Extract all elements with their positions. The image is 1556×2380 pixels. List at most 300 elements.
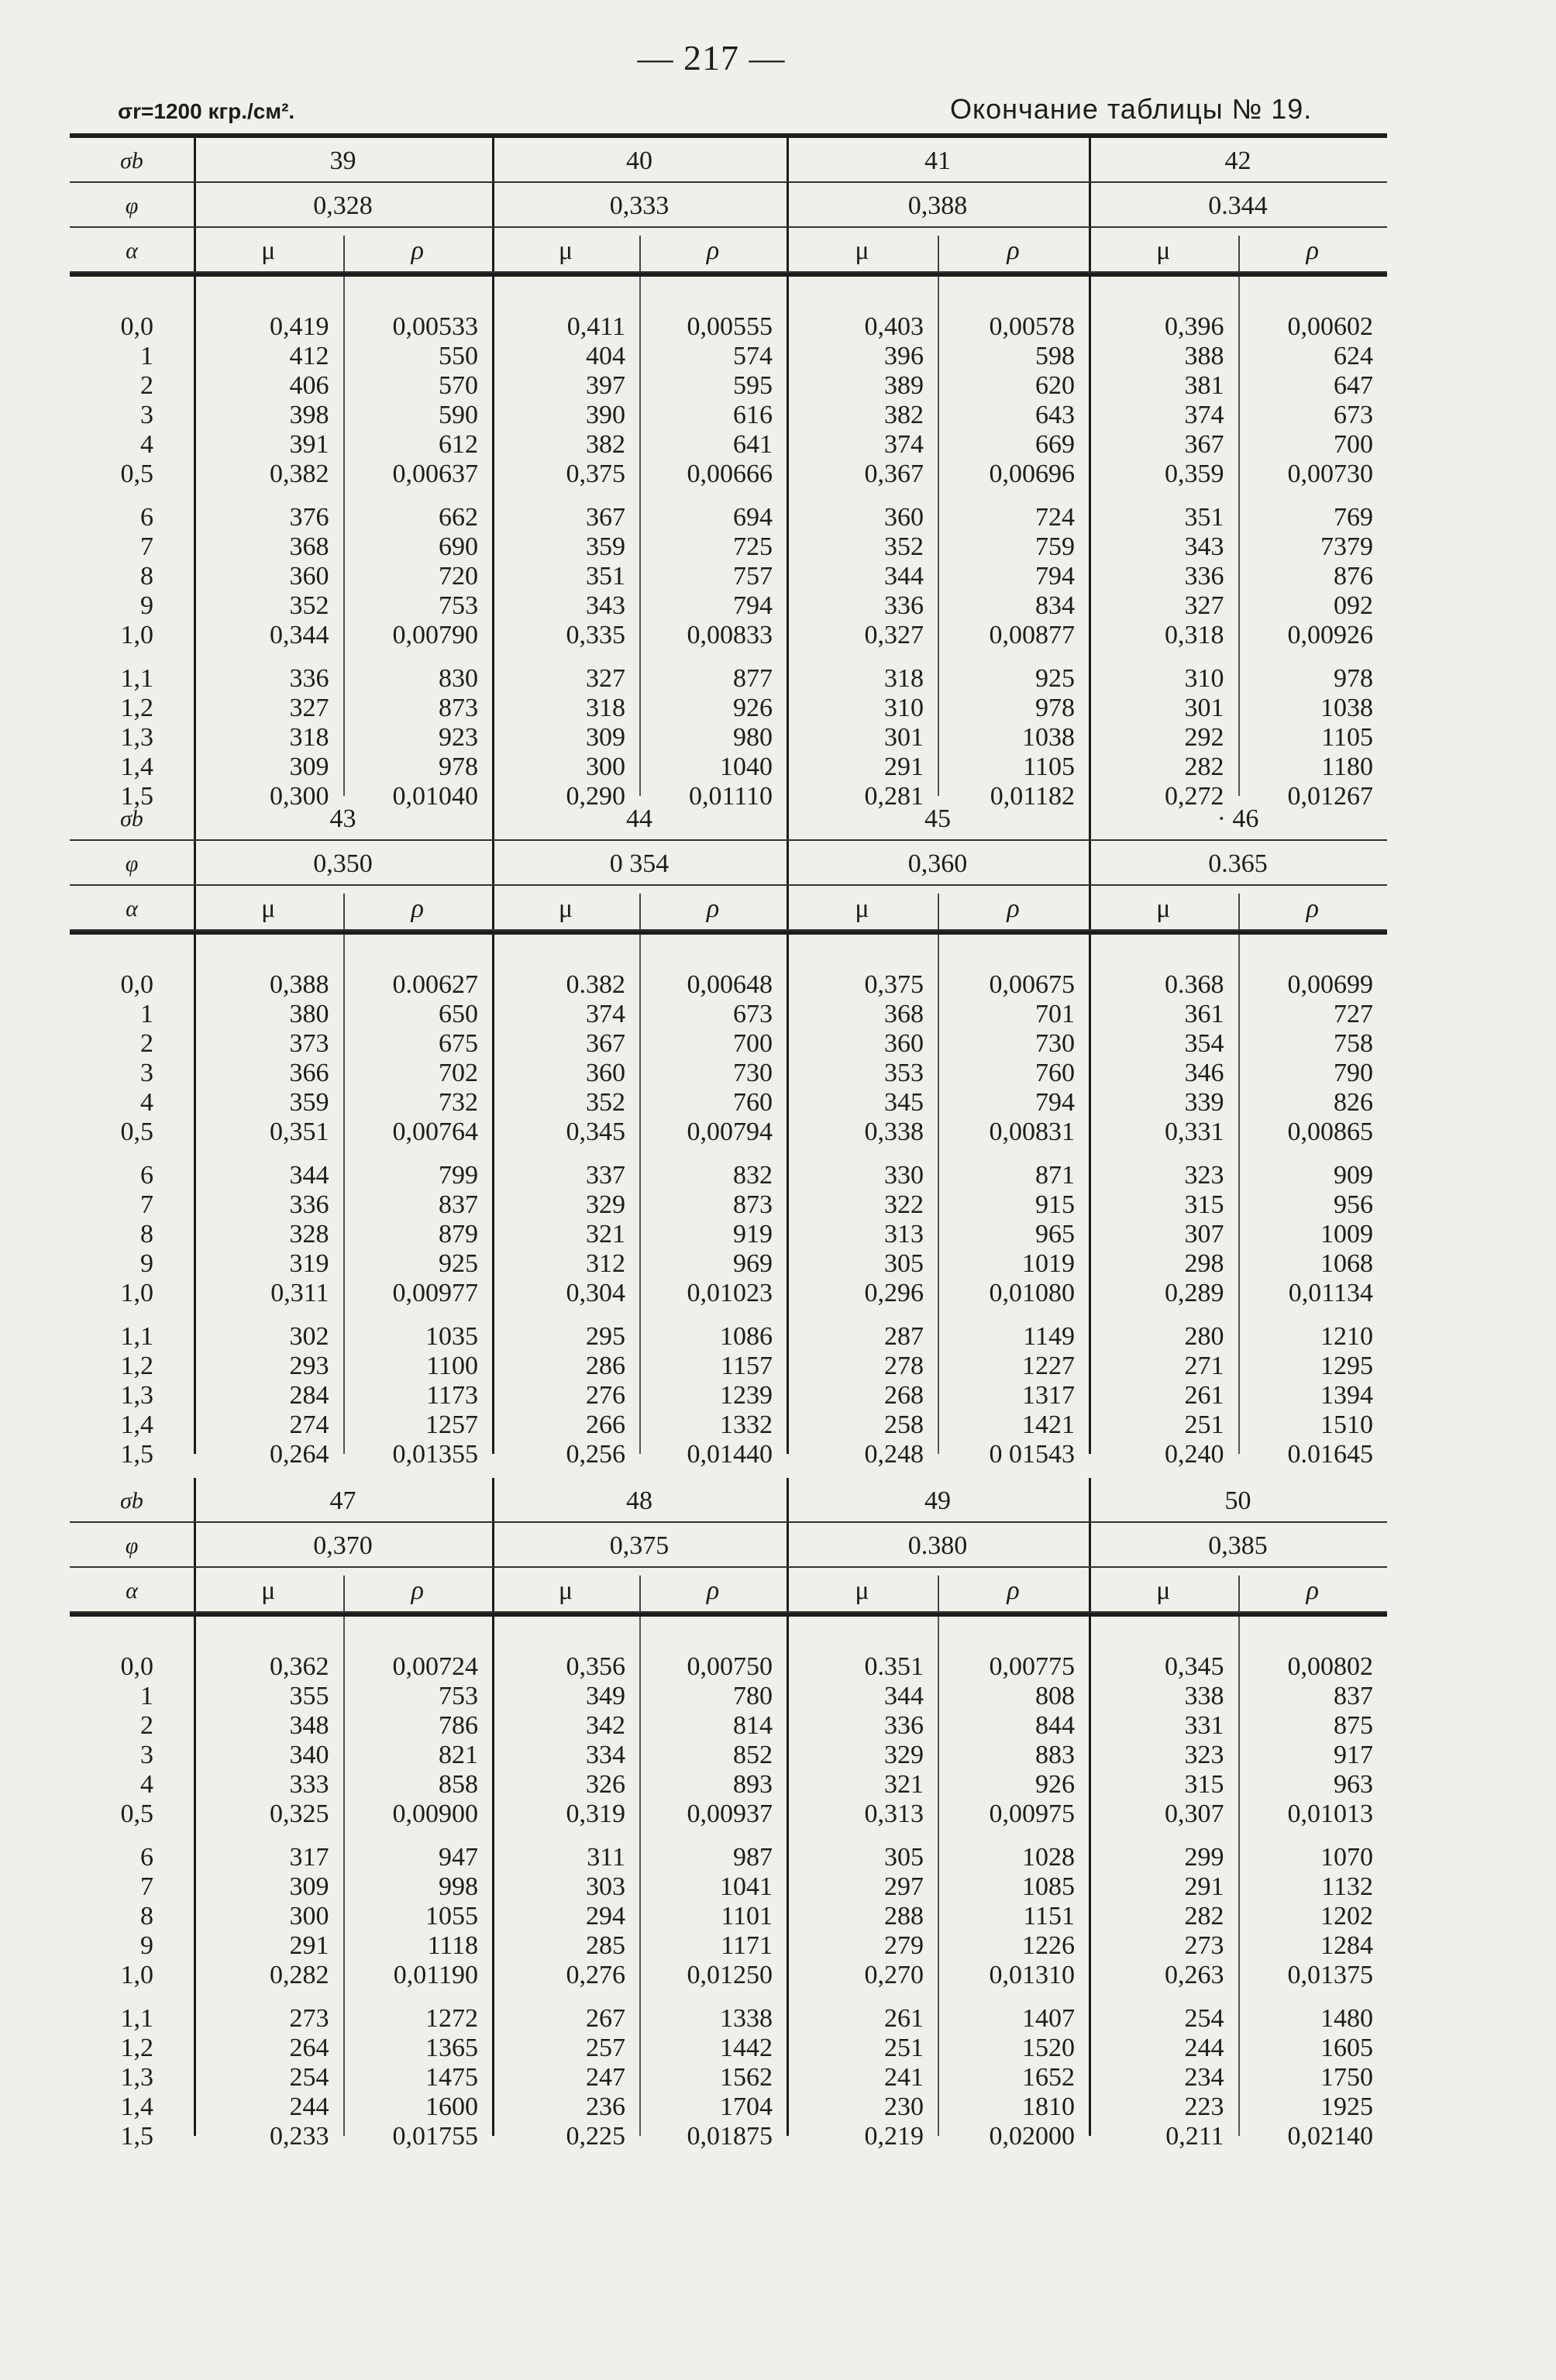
- rho-value: 978: [1334, 664, 1373, 693]
- mu-value: 247: [586, 2063, 625, 2092]
- rho-column-header: ρ: [1306, 236, 1319, 265]
- alpha-value: 3: [140, 401, 153, 429]
- mu-value: 331: [1184, 1711, 1224, 1740]
- mu-value: 390: [586, 401, 625, 429]
- phi-value: 0,350: [313, 849, 373, 878]
- mu-value: 318: [586, 694, 625, 722]
- rho-value: 1105: [1023, 753, 1075, 781]
- rho-value: 760: [733, 1088, 773, 1117]
- mu-value: 366: [289, 1059, 329, 1087]
- mu-value: 346: [1184, 1059, 1224, 1087]
- group-divider: [787, 841, 789, 884]
- mu-value: 244: [289, 2092, 329, 2121]
- rho-value: 998: [439, 1872, 478, 1901]
- table-row: [70, 1410, 1387, 1440]
- mu-value: 0,345: [566, 1118, 625, 1146]
- mu-value: 0.382: [566, 970, 625, 999]
- table-row: [70, 1249, 1387, 1279]
- group-divider: [1089, 841, 1091, 884]
- mu-value: 328: [289, 1220, 329, 1249]
- rho-value: 1810: [1022, 2092, 1075, 2121]
- alpha-value: 1,3: [120, 1381, 153, 1410]
- mu-value: 404: [586, 342, 625, 370]
- group-divider: [787, 138, 789, 181]
- rho-value: 923: [439, 723, 478, 752]
- mu-value: 285: [586, 1931, 625, 1960]
- rho-value: 0,00666: [687, 460, 773, 488]
- mu-value: 282: [1184, 1902, 1224, 1931]
- rho-value: 1750: [1320, 2063, 1373, 2092]
- group-divider: [194, 138, 196, 181]
- mu-value: 301: [884, 723, 924, 752]
- table-row: [70, 1088, 1387, 1118]
- rho-value: 1132: [1321, 1872, 1373, 1901]
- alpha-value: 0,5: [120, 1118, 153, 1146]
- table-row: [70, 1029, 1387, 1059]
- mu-value: 0,304: [566, 1279, 625, 1307]
- rho-value: 0,01023: [687, 1279, 773, 1307]
- mu-column-header: μ: [1156, 236, 1171, 265]
- rho-value: 0,01310: [989, 1961, 1075, 1989]
- rho-value: 1151: [1023, 1902, 1075, 1931]
- rho-value: 0,00764: [392, 1118, 478, 1146]
- rho-value: 919: [733, 1220, 773, 1249]
- rho-value: 0,00865: [1287, 1118, 1373, 1146]
- rho-value: 0,00675: [989, 970, 1075, 999]
- rho-value: 873: [439, 694, 478, 722]
- rho-value: 858: [439, 1770, 478, 1799]
- mu-value: 0,211: [1165, 2122, 1224, 2151]
- group-divider: [1089, 796, 1091, 839]
- mu-value: 0,281: [864, 782, 924, 811]
- mu-value: 0,225: [566, 2122, 625, 2151]
- table-row: [70, 1190, 1387, 1220]
- mu-value: 0,300: [270, 782, 329, 811]
- table-block: [70, 796, 1387, 1469]
- phi-value: 0,328: [313, 191, 373, 220]
- mu-value: 0,263: [1165, 1961, 1224, 1989]
- rho-value: 730: [1035, 1029, 1075, 1058]
- sigma-value: 44: [626, 804, 652, 833]
- rho-value: 720: [439, 562, 478, 591]
- rho-column-header: ρ: [706, 894, 720, 923]
- rho-value: 1028: [1022, 1843, 1075, 1872]
- table-row: [70, 562, 1387, 591]
- mu-value: 305: [884, 1843, 924, 1872]
- rho-value: 675: [439, 1029, 478, 1058]
- rho-value: 978: [439, 753, 478, 781]
- mu-value: 333: [289, 1770, 329, 1799]
- alpha-value: 8: [140, 562, 153, 591]
- mu-value: 336: [289, 664, 329, 693]
- mu-value: 344: [884, 562, 924, 591]
- mu-value: 334: [586, 1741, 625, 1769]
- alpha-value: 1: [140, 1000, 153, 1028]
- rho-value: 7379: [1320, 532, 1373, 561]
- rho-value: 877: [733, 664, 773, 693]
- mu-value: 280: [1184, 1322, 1224, 1351]
- table-row: [70, 2063, 1387, 2092]
- rho-value: 0,00637: [392, 460, 478, 488]
- column-divider: [639, 1576, 641, 1611]
- mu-value: 0,396: [1165, 312, 1224, 341]
- table-row: [70, 1652, 1387, 1682]
- mu-value: 344: [884, 1682, 924, 1710]
- rho-value: 1338: [720, 2004, 773, 2033]
- mu-value: 0,313: [864, 1800, 924, 1828]
- group-divider: [194, 183, 196, 226]
- alpha-label: α: [126, 896, 138, 921]
- mu-value: 274: [289, 1410, 329, 1439]
- sigma-value: 48: [626, 1486, 652, 1515]
- rho-value: 0 01543: [989, 1440, 1075, 1469]
- mu-value: 0,240: [1165, 1440, 1224, 1469]
- group-divider: [194, 841, 196, 884]
- mu-value: 0,335: [566, 621, 625, 649]
- rho-value: 1605: [1320, 2034, 1373, 2062]
- rho-value: 1038: [1022, 723, 1075, 752]
- rho-column-header: ρ: [1306, 1576, 1319, 1605]
- rho-value: 0,00900: [392, 1800, 478, 1828]
- rho-value: 893: [733, 1770, 773, 1799]
- rho-value: 0,00775: [989, 1652, 1075, 1681]
- mu-value: 0,318: [1165, 621, 1224, 649]
- rho-value: 0,00555: [687, 312, 773, 341]
- mu-value: 374: [884, 430, 924, 459]
- rho-column-header: ρ: [411, 894, 424, 923]
- alpha-value: 6: [140, 503, 153, 532]
- column-header-row: [70, 1568, 1387, 1613]
- rho-value: 1086: [720, 1322, 773, 1351]
- mu-value: 0,296: [864, 1279, 924, 1307]
- mu-value: 311: [587, 1843, 625, 1872]
- alpha-value: 8: [140, 1902, 153, 1931]
- rho-value: 1085: [1022, 1872, 1075, 1901]
- group-divider: [492, 183, 494, 226]
- rho-value: 0,00977: [392, 1279, 478, 1307]
- group-divider: [194, 1523, 196, 1566]
- rho-value: 832: [733, 1161, 773, 1190]
- sigma-header-row: [70, 1478, 1387, 1523]
- mu-column-header: μ: [558, 1576, 573, 1605]
- rho-value: 1365: [425, 2034, 478, 2062]
- group-divider: [194, 1478, 196, 1521]
- mu-column-header: μ: [855, 894, 869, 923]
- table-row: [70, 1161, 1387, 1190]
- table-row: [70, 1800, 1387, 1829]
- mu-column-header: μ: [261, 1576, 276, 1605]
- rho-value: 1070: [1320, 1843, 1373, 1872]
- rho-value: 641: [733, 430, 773, 459]
- group-divider: [787, 183, 789, 226]
- mu-value: 0,325: [270, 1800, 329, 1828]
- mu-value: 329: [586, 1190, 625, 1219]
- column-header-row: [70, 886, 1387, 931]
- mu-value: 342: [586, 1711, 625, 1740]
- mu-value: 323: [1184, 1161, 1224, 1190]
- rho-value: 1480: [1320, 2004, 1373, 2033]
- mu-value: 309: [289, 753, 329, 781]
- mu-value: 294: [586, 1902, 625, 1931]
- mu-value: 406: [289, 371, 329, 400]
- rho-value: 0,01110: [689, 782, 773, 811]
- rho-value: 700: [733, 1029, 773, 1058]
- mu-value: 0.368: [1165, 970, 1224, 999]
- mu-value: 0,270: [864, 1961, 924, 1989]
- mu-value: 327: [1184, 591, 1224, 620]
- mu-value: 321: [586, 1220, 625, 1249]
- rho-value: 753: [439, 1682, 478, 1710]
- mu-column-header: μ: [558, 236, 573, 265]
- table-row: [70, 1279, 1387, 1308]
- rho-value: 844: [1035, 1711, 1075, 1740]
- alpha-value: 2: [140, 1711, 153, 1740]
- rho-value: 0,00724: [392, 1652, 478, 1681]
- rho-value: 0,00802: [1287, 1652, 1373, 1681]
- alpha-value: 1: [140, 1682, 153, 1710]
- mu-value: 258: [884, 1410, 924, 1439]
- mu-value: 382: [884, 401, 924, 429]
- mu-value: 0,272: [1165, 782, 1224, 811]
- mu-value: 336: [884, 1711, 924, 1740]
- rho-value: 1038: [1320, 694, 1373, 722]
- rho-value: 0.00627: [392, 970, 478, 999]
- rho-value: 1171: [721, 1931, 773, 1960]
- rho-column-header: ρ: [1306, 894, 1319, 923]
- table-row: [70, 970, 1387, 1000]
- mu-value: 0,367: [864, 460, 924, 488]
- mu-value: 309: [586, 723, 625, 752]
- mu-value: 0,403: [864, 312, 924, 341]
- rho-value: 0,01190: [393, 1961, 478, 1989]
- mu-value: 349: [586, 1682, 625, 1710]
- column-header-row: [70, 228, 1387, 273]
- table-row: [70, 371, 1387, 401]
- rho-value: 0.01645: [1287, 1440, 1373, 1469]
- rho-value: 1157: [721, 1352, 773, 1380]
- group-divider: [492, 886, 494, 929]
- mu-value: 326: [586, 1770, 625, 1799]
- table-row: [70, 1059, 1387, 1088]
- alpha-value: 3: [140, 1059, 153, 1087]
- sigma-value: · 46: [1217, 804, 1259, 833]
- group-divider: [492, 1478, 494, 1521]
- rho-value: 669: [1035, 430, 1075, 459]
- rho-value: 1394: [1320, 1381, 1373, 1410]
- column-divider: [1238, 1576, 1240, 1611]
- mu-value: 293: [289, 1352, 329, 1380]
- table-row: [70, 1440, 1387, 1469]
- sigma-value: 50: [1224, 1486, 1251, 1515]
- alpha-value: 4: [140, 430, 153, 459]
- mu-value: 360: [289, 562, 329, 591]
- rho-value: 980: [733, 723, 773, 752]
- table-row: [70, 401, 1387, 430]
- group-divider: [1089, 1523, 1091, 1566]
- group-divider: [1089, 183, 1091, 226]
- column-divider: [938, 894, 939, 929]
- rho-value: 879: [439, 1220, 478, 1249]
- alpha-value: 4: [140, 1088, 153, 1117]
- rho-value: 883: [1035, 1741, 1075, 1769]
- rho-value: 1173: [426, 1381, 478, 1410]
- mu-value: 353: [884, 1059, 924, 1087]
- mu-value: 367: [1184, 430, 1224, 459]
- mu-value: 315: [1184, 1190, 1224, 1219]
- mu-value: 398: [289, 401, 329, 429]
- group-divider: [492, 228, 494, 271]
- rho-value: 701: [1035, 1000, 1075, 1028]
- mu-value: 367: [586, 1029, 625, 1058]
- rho-value: 1019: [1022, 1249, 1075, 1278]
- mu-value: 351: [1184, 503, 1224, 532]
- rho-value: 1272: [425, 2004, 478, 2033]
- rho-value: 092: [1334, 591, 1373, 620]
- rho-value: 794: [1035, 1088, 1075, 1117]
- mu-value: 276: [586, 1381, 625, 1410]
- table-row: [70, 2004, 1387, 2034]
- mu-value: 287: [884, 1322, 924, 1351]
- table-row: [70, 1322, 1387, 1352]
- rho-column-header: ρ: [411, 1576, 424, 1605]
- phi-label: φ: [125, 193, 139, 219]
- rho-value: 0,00699: [1287, 970, 1373, 999]
- table-row: [70, 753, 1387, 782]
- group-divider: [492, 796, 494, 839]
- alpha-value: 7: [140, 532, 153, 561]
- mu-value: 0,382: [270, 460, 329, 488]
- data-area: [70, 931, 1387, 1469]
- mu-value: 244: [1184, 2034, 1224, 2062]
- mu-column-header: μ: [1156, 1576, 1171, 1605]
- rho-value: 724: [1035, 503, 1075, 532]
- phi-header-row: [70, 1523, 1387, 1568]
- sigma-header-row: [70, 138, 1387, 183]
- alpha-value: 2: [140, 371, 153, 400]
- mu-value: 273: [289, 2004, 329, 2033]
- rho-value: 1055: [425, 1902, 478, 1931]
- data-area: [70, 273, 1387, 811]
- table-row: [70, 591, 1387, 621]
- alpha-value: 8: [140, 1220, 153, 1249]
- rho-value: 1040: [720, 753, 773, 781]
- mu-value: 336: [884, 591, 924, 620]
- mu-value: 279: [884, 1931, 924, 1960]
- column-divider: [1238, 236, 1240, 271]
- mu-value: 0,388: [270, 970, 329, 999]
- alpha-value: 1,5: [120, 782, 153, 811]
- mu-value: 397: [586, 371, 625, 400]
- sigma-value: 49: [924, 1486, 951, 1515]
- mu-value: 303: [586, 1872, 625, 1901]
- table-row: [70, 1220, 1387, 1249]
- mu-value: 0,233: [270, 2122, 329, 2151]
- group-divider: [492, 841, 494, 884]
- mu-value: 374: [586, 1000, 625, 1028]
- alpha-value: 1,2: [120, 2034, 153, 2062]
- mu-value: 268: [884, 1381, 924, 1410]
- sigma-value: 40: [626, 146, 652, 175]
- mu-value: 336: [1184, 562, 1224, 591]
- rho-value: 0,00696: [989, 460, 1075, 488]
- rho-value: 1009: [1320, 1220, 1373, 1249]
- rho-value: 598: [1035, 342, 1075, 370]
- alpha-value: 0,5: [120, 460, 153, 488]
- table-row: [70, 1902, 1387, 1931]
- rho-value: 0,01875: [687, 2122, 773, 2151]
- mu-value: 412: [289, 342, 329, 370]
- mu-value: 0,375: [566, 460, 625, 488]
- rho-value: 0,01267: [1287, 782, 1373, 811]
- rho-value: 0,00602: [1287, 312, 1373, 341]
- mu-value: 236: [586, 2092, 625, 2121]
- rho-value: 0,00790: [392, 621, 478, 649]
- mu-value: 343: [1184, 532, 1224, 561]
- rho-value: 1202: [1320, 1902, 1373, 1931]
- mu-value: 360: [884, 503, 924, 532]
- rho-value: 1295: [1320, 1352, 1373, 1380]
- column-divider: [1238, 894, 1240, 929]
- mu-value: 361: [1184, 1000, 1224, 1028]
- table-row: [70, 1381, 1387, 1410]
- group-divider: [194, 886, 196, 929]
- phi-value: 0.344: [1208, 191, 1268, 220]
- rho-value: 1118: [427, 1931, 478, 1960]
- rho-value: 1317: [1022, 1381, 1075, 1410]
- mu-value: 292: [1184, 723, 1224, 752]
- table-row: [70, 694, 1387, 723]
- mu-value: 291: [884, 753, 924, 781]
- mu-value: 382: [586, 430, 625, 459]
- mu-value: 330: [884, 1161, 924, 1190]
- rho-value: 760: [1035, 1059, 1075, 1087]
- mu-value: 298: [1184, 1249, 1224, 1278]
- mu-value: 360: [884, 1029, 924, 1058]
- alpha-value: 0,5: [120, 1800, 153, 1828]
- rho-value: 794: [733, 591, 773, 620]
- mu-value: 327: [586, 664, 625, 693]
- rho-value: 915: [1035, 1190, 1075, 1219]
- mu-value: 267: [586, 2004, 625, 2033]
- mu-value: 368: [289, 532, 329, 561]
- rho-value: 700: [1334, 430, 1373, 459]
- rho-column-header: ρ: [1007, 1576, 1020, 1605]
- phi-label: φ: [125, 1533, 139, 1559]
- rho-value: 790: [1334, 1059, 1373, 1087]
- rho-value: 0,00877: [989, 621, 1075, 649]
- alpha-value: 1,2: [120, 1352, 153, 1380]
- phi-value: 0,388: [907, 191, 968, 220]
- mu-value: 273: [1184, 1931, 1224, 1960]
- phi-value: 0.365: [1208, 849, 1268, 878]
- mu-value: 318: [884, 664, 924, 693]
- alpha-value: 6: [140, 1161, 153, 1190]
- phi-value: 0,375: [609, 1531, 670, 1560]
- phi-header-row: [70, 841, 1387, 886]
- rho-value: 0,00533: [392, 312, 478, 341]
- rho-value: 947: [439, 1843, 478, 1872]
- column-divider: [639, 894, 641, 929]
- mu-value: 0,345: [1165, 1652, 1224, 1681]
- rho-value: 837: [439, 1190, 478, 1219]
- table-row: [70, 1682, 1387, 1711]
- mu-value: 351: [586, 562, 625, 591]
- sigma-value: 41: [924, 146, 951, 175]
- mu-value: 373: [289, 1029, 329, 1058]
- mu-value: 396: [884, 342, 924, 370]
- rho-value: 1510: [1320, 1410, 1373, 1439]
- mu-value: 368: [884, 1000, 924, 1028]
